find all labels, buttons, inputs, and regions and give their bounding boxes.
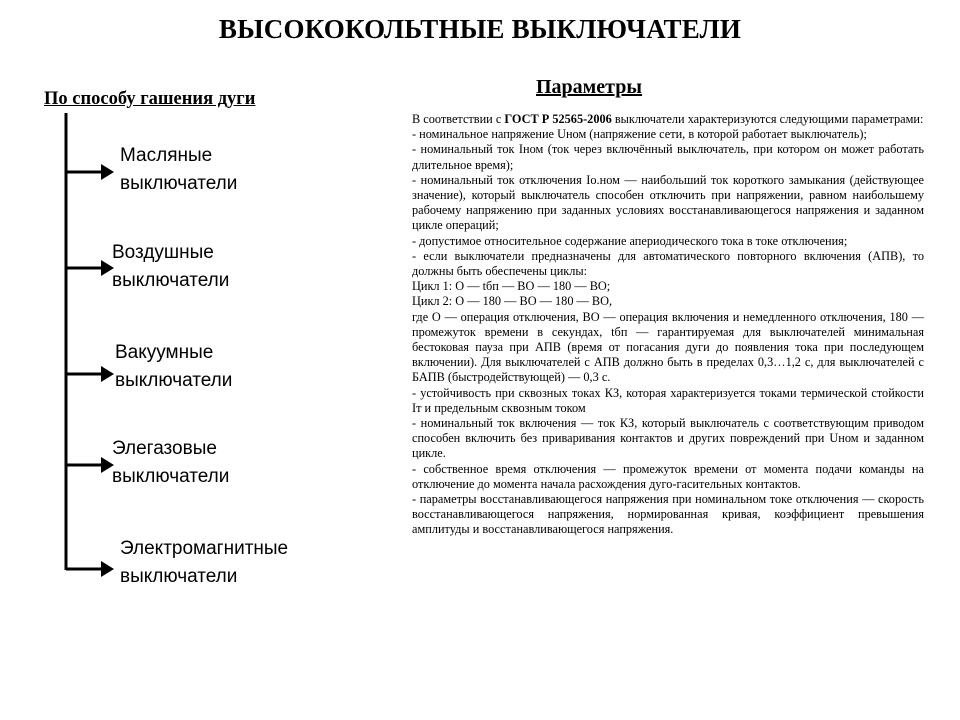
arrow-vakuumnye	[66, 366, 114, 382]
parameter-line: где О — операция отключения, ВО — операция включения и немедленного отключения, 180 — промежуток времени в секундах, tбп — гарантируемая для выключателей минимальная бестоковая пауза при АПВ (время от погасания дуги до появления тока при последующем включении). Для выключателей с АПВ должно быть в пределах 0,3…1,2 с, для выключателей с БАПВ (быстродействующей) — 0,3 с.	[412, 309, 924, 385]
classification-heading: По способу гашения дуги	[44, 89, 256, 109]
gost-reference: ГОСТ Р 52565-2006	[504, 112, 612, 126]
parameter-line: - если выключатели предназначены для автоматического повторного включения (АПВ), то должны быть обеспечены циклы:	[412, 248, 924, 279]
breaker-type-vacuum: Вакуумные выключатели	[115, 342, 233, 391]
parameter-line: Цикл 1: О — tбп — ВО — 180 — ВО;	[412, 279, 611, 294]
breaker-type-sf6: Элегазовые выключатели	[112, 438, 230, 487]
arrow-vozdushnye	[66, 260, 114, 276]
parameter-line: - устойчивость при сквозных токах КЗ, которая характеризуется токами термической стойкости Iт и предельным сквозным током	[412, 385, 924, 415]
parameters-heading: Параметры	[536, 76, 642, 98]
breaker-type-electromagnetic: Электромагнитные выключатели	[120, 538, 289, 587]
breaker-type-air: Воздушные выключатели	[112, 242, 230, 291]
parameters-intro	[412, 112, 924, 127]
parameters-text-block	[412, 112, 924, 538]
parameter-line: - параметры восстанавливающегося напряжения при номинальном токе отключения — скорость восстанавливающегося напряжения, нормированная кривая, коэффициент превышения амплитуды и восстанавливающегося напряжения.	[412, 492, 924, 537]
parameter-line: - номинальный ток отключения Iо.ном — наибольший ток короткого замыкания (действующее значение), который выключатель способен отключить при напряжении, равном наибольшему рабочему напряжению при заданных условиях восстанавливающегося напряжения и заданном цикле операций;	[412, 172, 924, 233]
parameter-line: - допустимое относительное содержание апериодического тока в токе отключения;	[412, 233, 848, 248]
parameter-line: - номинальный ток Iном (ток через включённый выключатель, при котором он может работать длительное время);	[412, 142, 924, 172]
page-title: ВЫСОКОКОЛЬТНЫЕ ВЫКЛЮЧАТЕЛИ	[218, 14, 742, 44]
arrow-masliane	[66, 164, 114, 180]
breaker-type-oil: Масляные выключатели	[120, 145, 238, 194]
parameter-line: Цикл 2: О — 180 — ВО — 180 — ВО,	[412, 294, 613, 309]
parameter-line: - номинальный ток включения — ток КЗ, который выключатель с соответствующим приводом способен включить без приваривания контактов и других повреждений при Uном и заданном цикле.	[412, 416, 924, 461]
arrow-elegazovye	[66, 457, 114, 473]
intro-suffix: выключатели характеризуются следующими параметрами:	[611, 112, 924, 126]
parameter-line: - собственное время отключения — промежуток времени от момента подачи команды на отключение до момента начала расхождения дуго-гасительных контактов.	[412, 461, 924, 491]
intro-prefix: В соответствии с	[412, 112, 505, 126]
arrow-elektromagnitnye	[66, 561, 114, 577]
parameter-line: - номинальное напряжение Uном (напряжение сети, в которой работает выключатель);	[412, 127, 867, 142]
